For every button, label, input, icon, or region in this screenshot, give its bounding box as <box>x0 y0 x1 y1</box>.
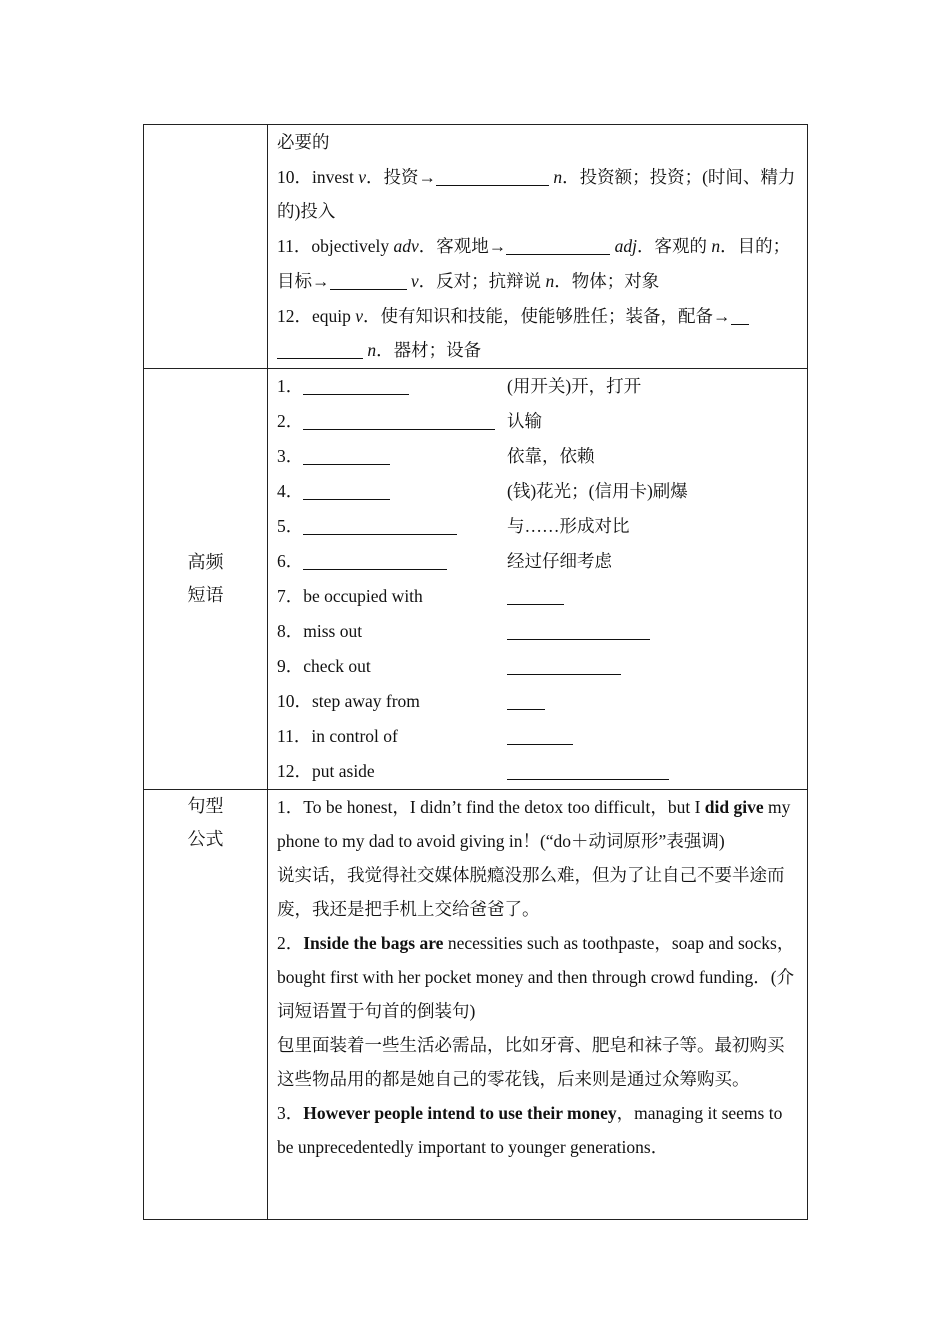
answer-blank[interactable] <box>303 481 390 500</box>
answer-blank[interactable] <box>507 691 545 710</box>
phrase-item: 11．in control of <box>268 719 807 754</box>
answer-blank[interactable] <box>303 516 457 535</box>
answer-blank[interactable] <box>507 726 573 745</box>
answer-blank[interactable] <box>277 341 363 360</box>
sentence-3: 3．However people intend to use their money，managing it seems to be unprecedentedly important to younger generations． <box>277 1102 783 1157</box>
answer-blank[interactable] <box>506 237 610 256</box>
phrase-item: 1． (用开关)开，打开 <box>277 375 642 396</box>
phrase-item: 10．step away from <box>268 684 807 719</box>
phrase-item: 6． 经过仔细考虑 <box>277 550 612 571</box>
answer-blank[interactable] <box>507 656 621 675</box>
phrase-item: 4． (钱)花光；(信用卡)刷爆 <box>277 480 688 501</box>
sentence-2-translation: 包里面装着一些生活必需品，比如牙膏、肥皂和袜子等。最初购买这些物品用的都是她自己的零花钱，后来则是通过众筹购买。 <box>277 1034 785 1089</box>
vocab-content-cell <box>268 125 808 369</box>
vocab-item-11: 11．objectively adv．客观地→ adj．客观的 n．目的；目标→ v．反对；抗辩说 n．物体；对象 <box>277 236 791 291</box>
sentence-1-translation: 说实话，我觉得社交媒体脱瘾没那么难，但为了让自己不要半途而废，我还是把手机上交给爸爸了。 <box>277 864 785 919</box>
sentences-content-cell <box>268 789 808 1219</box>
phrase-item: 3． 依靠，依赖 <box>277 445 595 466</box>
answer-blank[interactable] <box>303 551 447 570</box>
phrase-item: 2． 认输 <box>277 410 542 431</box>
study-table <box>143 124 808 1220</box>
vocab-row <box>144 125 808 369</box>
phrases-row <box>144 368 808 789</box>
answer-blank[interactable] <box>303 411 495 430</box>
answer-blank[interactable] <box>436 167 549 186</box>
sentences-label-cell <box>144 789 268 1219</box>
vocab-cont-line: 必要的 <box>277 132 330 152</box>
answer-blank[interactable] <box>330 271 407 290</box>
phrase-item: 12．put aside <box>268 754 807 789</box>
sentence-2: 2．Inside the bags are necessities such as toothpaste，soap and socks，bought first with her pocket money and then through crowd funding．(介词短语置于句首的倒装句) <box>277 932 795 1021</box>
vocab-list <box>268 125 807 368</box>
phrases-label-cell <box>144 368 268 789</box>
sentences-row <box>144 789 808 1219</box>
answer-blank[interactable] <box>507 761 669 780</box>
phrase-list <box>268 369 807 789</box>
phrase-item: 5． 与……形成对比 <box>277 515 630 536</box>
phrase-item: 7．be occupied with <box>268 579 807 614</box>
answer-blank[interactable] <box>507 621 650 640</box>
vocab-label-cell <box>144 125 268 369</box>
answer-blank[interactable] <box>731 306 749 325</box>
sentence-list <box>268 790 807 1164</box>
sentence-1: 1．To be honest，I didn’t find the detox too difficult，but I did give my phone to my dad to avoid giving in！(“do＋动词原形”表强调) <box>277 796 791 851</box>
phrases-label: 高频 短语 <box>187 551 224 605</box>
vocab-item-10: 10．invest v．投资→ n．投资额；投资；(时间、精力的)投入 <box>277 166 796 222</box>
phrases-content-cell <box>268 368 808 789</box>
phrase-item: 8．miss out <box>268 614 807 649</box>
answer-blank[interactable] <box>507 586 564 605</box>
answer-blank[interactable] <box>303 376 409 395</box>
phrase-item: 9．check out <box>268 649 807 684</box>
vocab-item-12: 12．equip v．使有知识和技能，使能够胜任；装备，配备→ n．器材；设备 <box>277 299 799 368</box>
sentences-label: 句型 公式 <box>187 795 224 849</box>
answer-blank[interactable] <box>303 446 390 465</box>
